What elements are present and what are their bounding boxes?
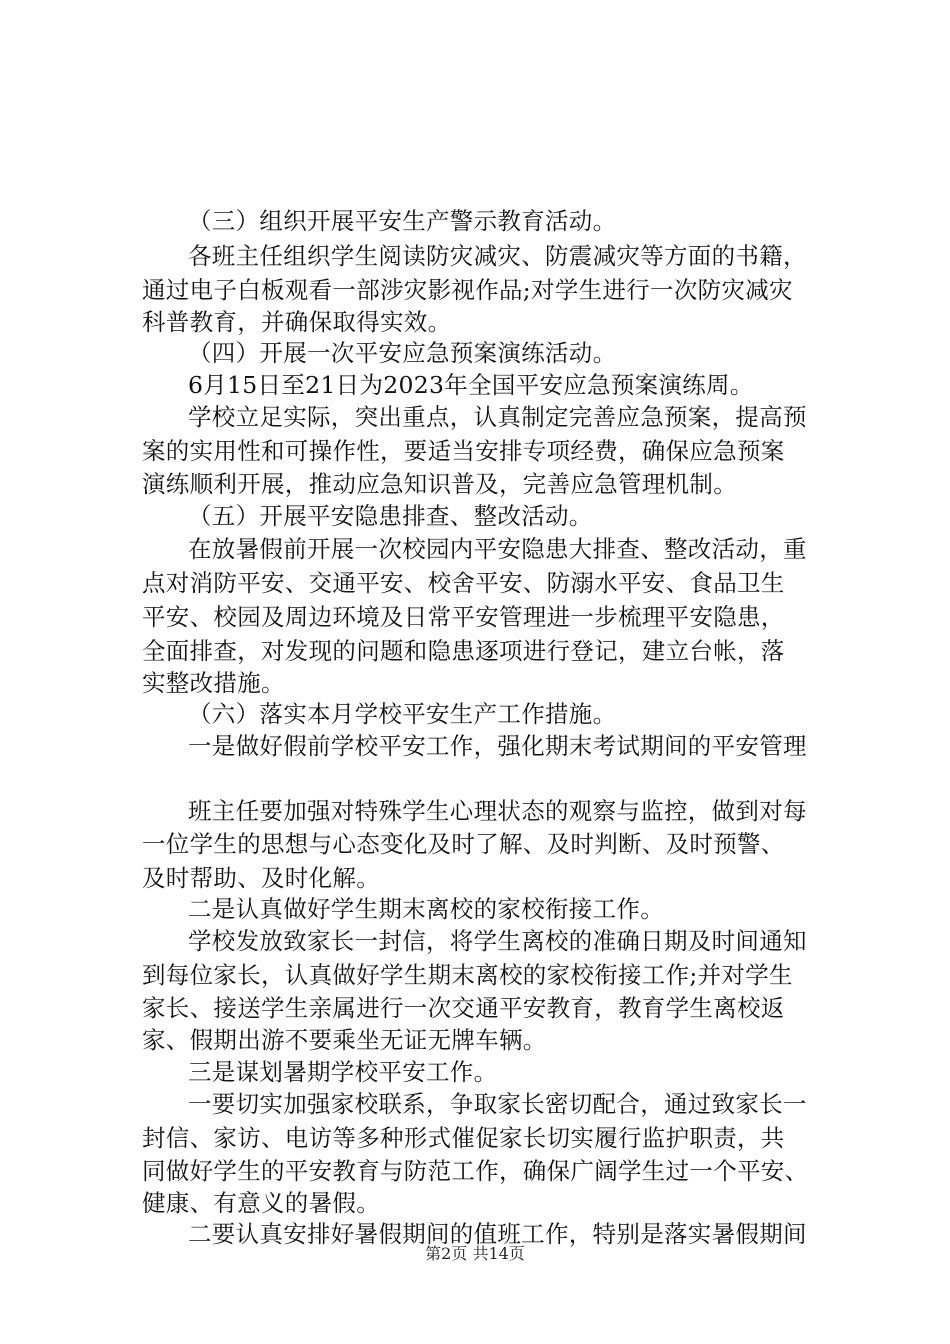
text-line: 封信、家访、电访等多种形式催促家长切实履行监护职责，共 (142, 1124, 785, 1152)
text-line: （五）开展平安隐患排查、整改活动。 (188, 502, 593, 530)
text-line: 到每位家长，认真做好学生期末离校的家校衔接工作;并对学生 (142, 961, 793, 989)
text-line: 案的实用性和可操作性，要适当安排专项经费，确保应急预案 (142, 437, 785, 465)
text-line: 科普教育，并确保取得实效。 (142, 308, 452, 336)
text-line: 健康、有意义的暑假。 (142, 1189, 380, 1217)
text-line: 家长、接送学生亲属进行一次交通平安教育，教育学生离校返 (142, 994, 785, 1022)
text-line: 学校发放致家长一封信，将学生离校的准确日期及时间通知 (188, 927, 807, 955)
text-line: 二要认真安排好暑假期间的值班工作，特别是落实暑假期间 (188, 1220, 807, 1248)
text-line: 各班主任组织学生阅读防灾减灾、防震减灾等方面的书籍， (188, 242, 807, 270)
text-line: 在放暑假前开展一次校园内平安隐患大排查、整改活动，重 (188, 535, 807, 563)
text-line: 家、假期出游不要乘坐无证无牌车辆。 (142, 1026, 547, 1054)
text-line: （六）落实本月学校平安生产工作措施。 (188, 700, 617, 728)
text-line: 二是认真做好学生期末离校的家校衔接工作。 (188, 895, 664, 923)
text-line: 班主任要加强对特殊学生心理状态的观察与监控，做到对每 (188, 797, 807, 825)
text-line: 6月15日至21日为2023年全国平安应急预案演练周。 (188, 371, 754, 399)
text-line: 全面排查，对发现的问题和隐患逐项进行登记，建立台帐，落 (142, 637, 785, 665)
text-line: 实整改措施。 (142, 669, 285, 697)
text-line: （三）组织开展平安生产警示教育活动。 (188, 207, 617, 235)
text-line: 一是做好假前学校平安工作，强化期末考试期间的平安管理 (188, 732, 807, 760)
text-line: 同做好学生的平安教育与防范工作，确保广阔学生过一个平安、 (142, 1157, 809, 1185)
text-line: 演练顺利开展，推动应急知识普及，完善应急管理机制。 (142, 470, 737, 498)
text-line: 三是谋划暑期学校平安工作。 (188, 1058, 498, 1086)
text-line: 一位学生的思想与心态变化及时了解、及时判断、及时预警、 (142, 830, 785, 858)
text-line: 一要切实加强家校联系，争取家长密切配合，通过致家长一 (188, 1090, 807, 1118)
text-line: 通过电子白板观看一部涉灾影视作品;对学生进行一次防灾减灾 (142, 276, 793, 304)
page-number: 第2页 共14页 (425, 1244, 525, 1263)
text-line: （四）开展一次平安应急预案演练活动。 (188, 339, 617, 367)
text-line: 及时帮助、及时化解。 (142, 864, 380, 892)
text-line: 平安、校园及周边环境及日常平安管理进一步梳理平安隐患， (142, 603, 785, 631)
text-line: 学校立足实际，突出重点，认真制定完善应急预案，提高预 (188, 403, 807, 431)
text-line: 点对消防平安、交通平安、校舍平安、防溺水平安、食品卫生 (142, 569, 785, 597)
